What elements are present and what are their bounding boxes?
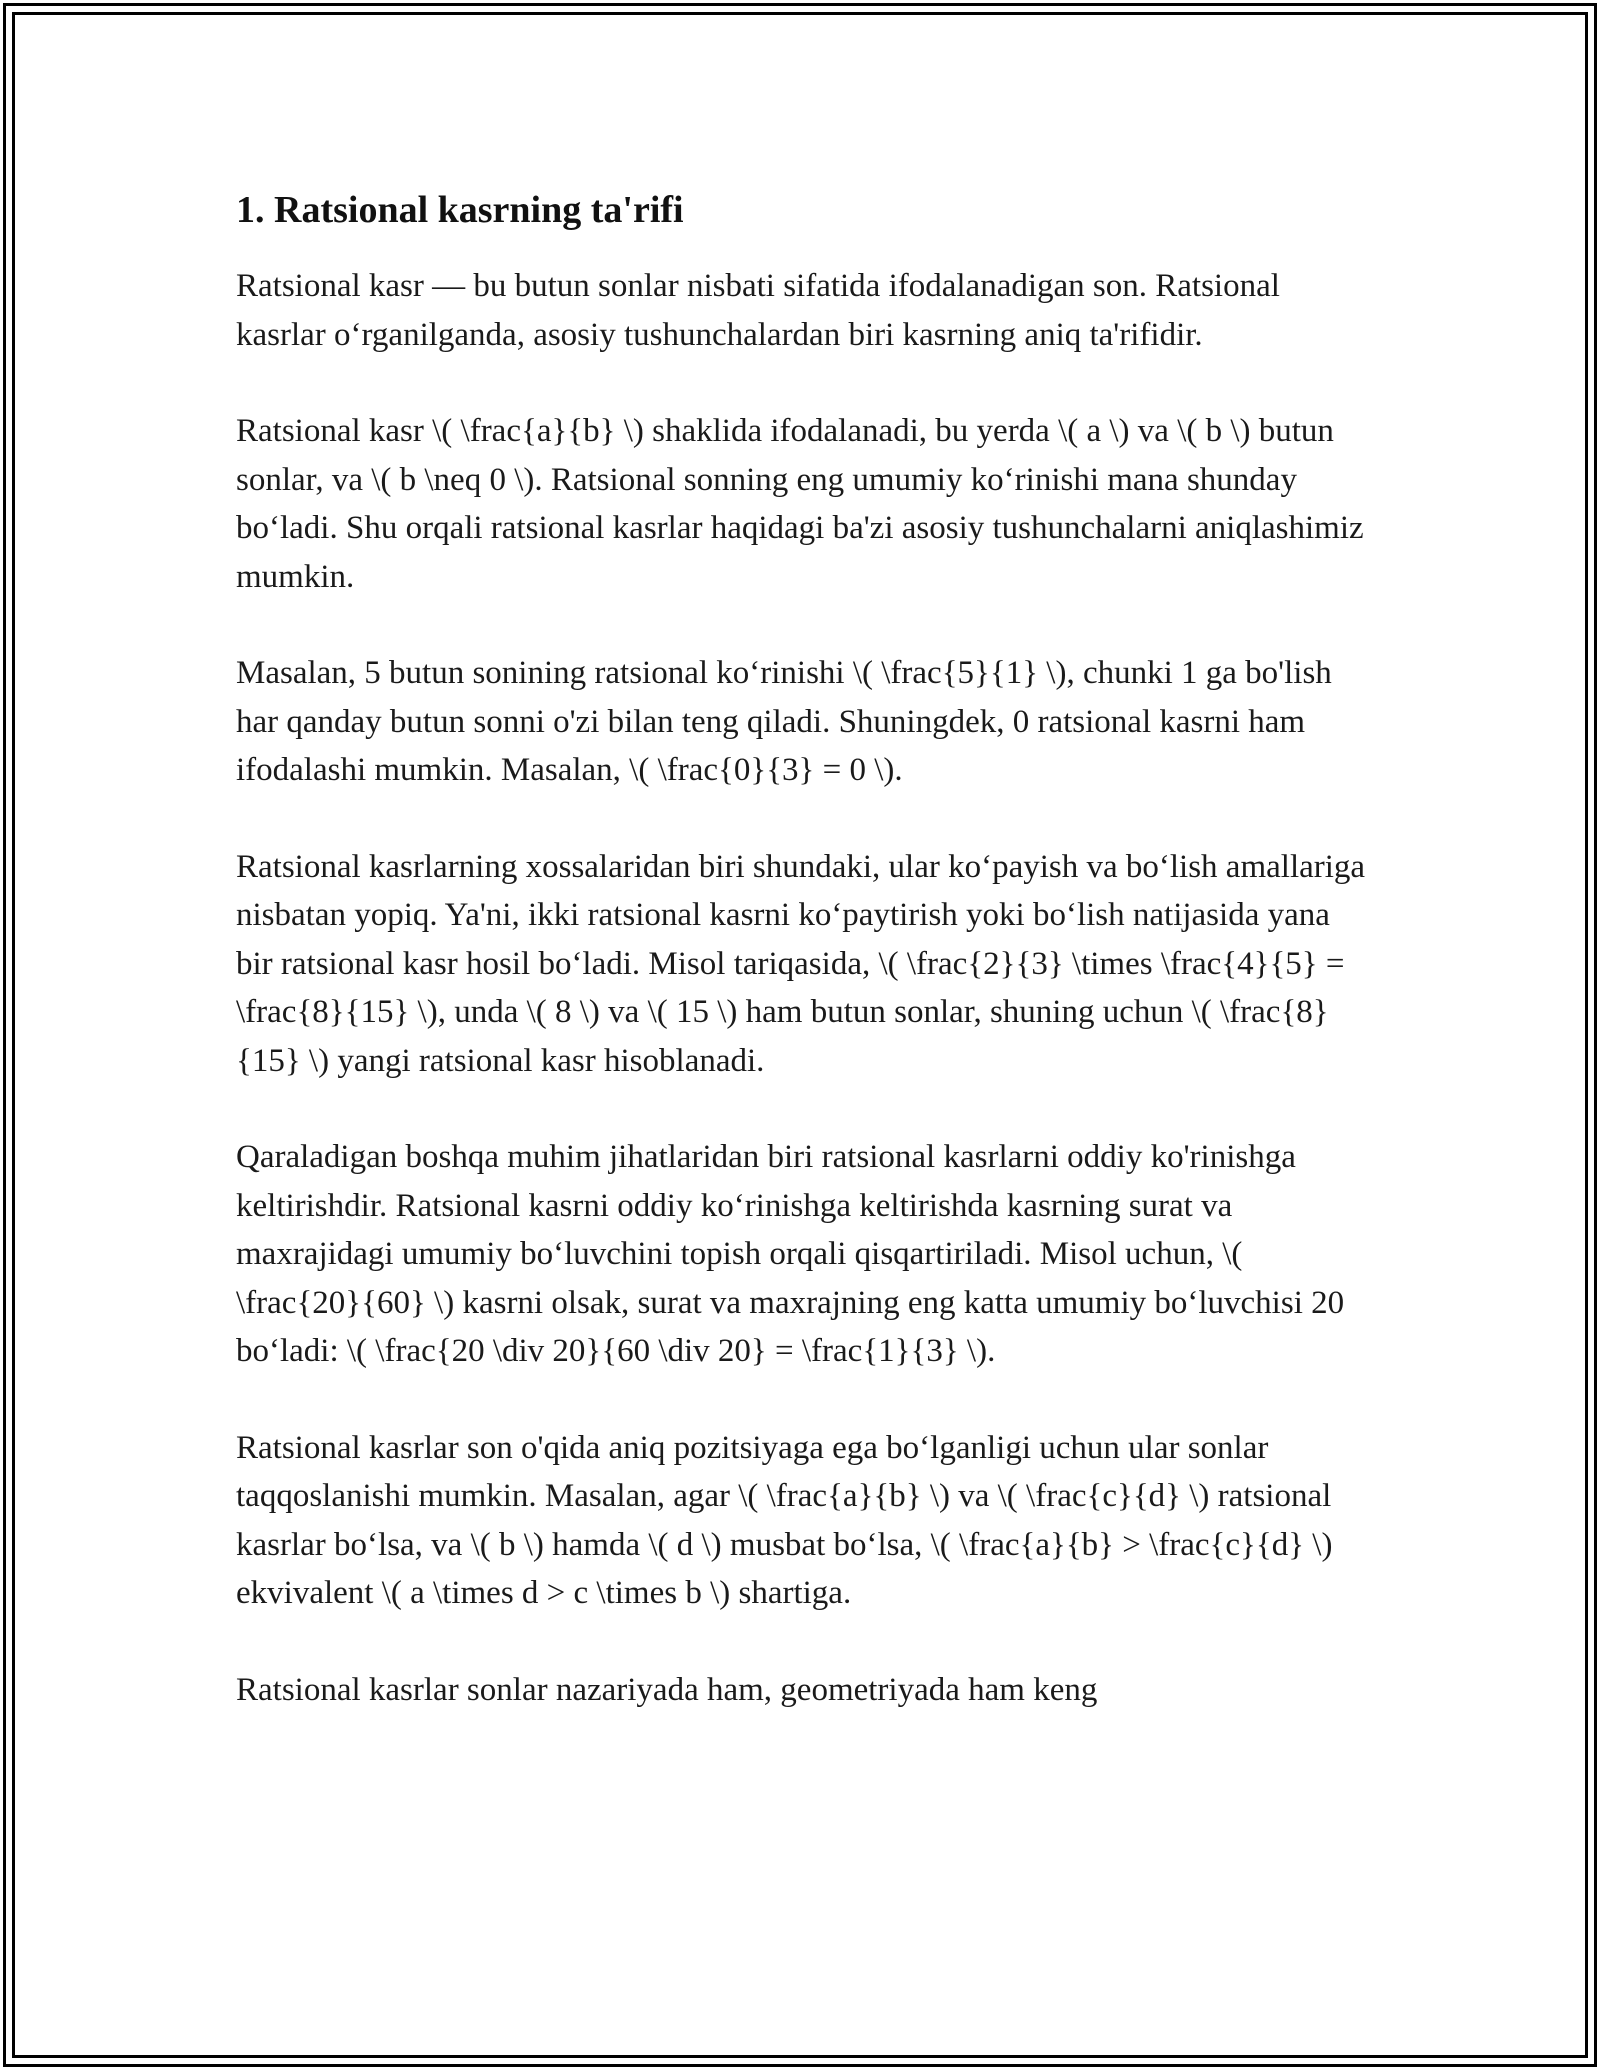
paragraph-definition: Ratsional kasr — bu butun sonlar nisbati sifatida ifodalanadigan son. Ratsional kasrlar oʻrganilganda, asosiy tushunchalardan biri kasrning aniq ta'rifidir. — [236, 268, 1280, 353]
paragraph-closure-property: Ratsional kasrlarning xossalaridan biri shundaki, ular koʻpayish va boʻlish amallariga nisbatan yopiq. Ya'ni, ikki ratsional kasrni koʻpaytirish yoki boʻlish natijasida yana bir ratsional kasr hosil boʻladi. Misol tariqasida, \( \frac{2}{3} \times \frac{4}{5} = \frac{8}{15} \), unda \( 8 \) va \( 15 \) ham butun sonlar, shuning uchun \( \frac{8}{15} \) yangi ratsional kasr hisoblanadi. — [236, 848, 1366, 1079]
paragraph-applications: Ratsional kasrlar sonlar nazariyada ham, geometriyada ham keng — [236, 1671, 1098, 1708]
document-body — [236, 186, 1366, 1714]
paragraph-fraction-form: Ratsional kasr \( \frac{a}{b} \) shaklida ifodalanadi, bu yerda \( a \) va \( b \) butun sonlar, va \( b \neq 0 \). Ratsional sonning eng umumiy koʻrinishi mana shunday boʻladi. Shu orqali ratsional kasrlar haqidagi ba'zi asosiy tushunchalarni aniqlashimiz mumkin. — [236, 413, 1364, 595]
paragraph-comparison: Ratsional kasrlar son o'qida aniq pozitsiyaga ega boʻlganligi uchun ular sonlar taqqoslanishi mumkin. Masalan, agar \( \frac{a}{b} \) va \( \frac{c}{d} \) ratsional kasrlar boʻlsa, va \( b \) hamda \( d \) musbat boʻlsa, \( \frac{a}{b} > \frac{c}{d} \) ekvivalent \( a \times d > c \times b \) shartiga. — [236, 1429, 1333, 1611]
paragraph-simplification: Qaraladigan boshqa muhim jihatlaridan biri ratsional kasrlarni oddiy ko'rinishga keltirishdir. Ratsional kasrni oddiy koʻrinishga keltirishda kasrning surat va maxrajidagi umumiy boʻluvchini topish orqali qisqartiriladi. Misol uchun, \( \frac{20}{60} \) kasrni olsak, surat va maxrajning eng katta umumiy boʻluvchisi 20 boʻladi: \( \frac{20 \div 20}{60 \div 20} = \frac{1}{3} \). — [236, 1139, 1345, 1369]
paragraph-examples: Masalan, 5 butun sonining ratsional koʻrinishi \( \frac{5}{1} \), chunki 1 ga bo'lish har qanday butun sonni o'zi bilan teng qiladi. Shuningdek, 0 ratsional kasrni ham ifodalashi mumkin. Masalan, \( \frac{0}{3} = 0 \). — [236, 655, 1332, 788]
section-heading: 1. Ratsional kasrning ta'rifi — [236, 189, 684, 231]
